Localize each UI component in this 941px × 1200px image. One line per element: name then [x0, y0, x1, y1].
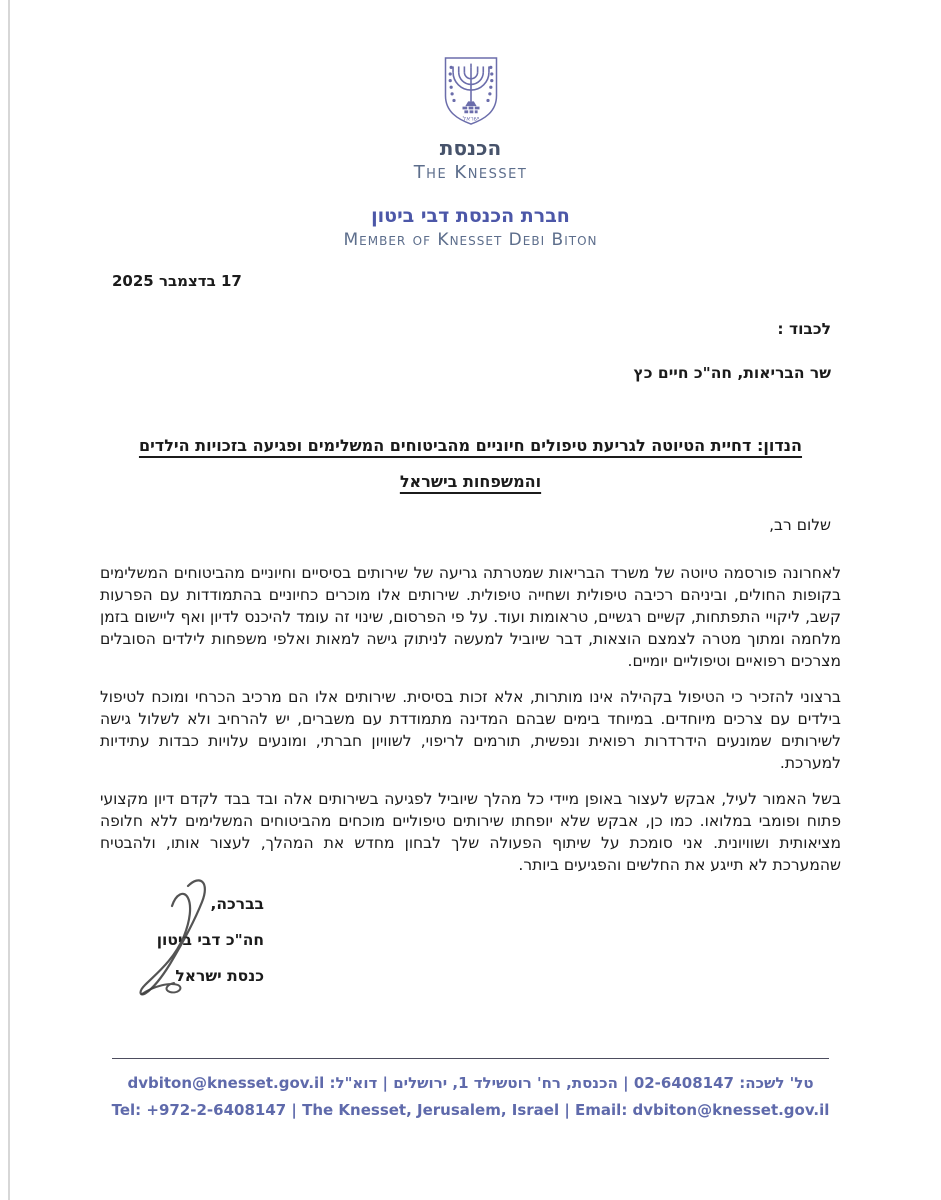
- recipient-name: שר הבריאות, חה"כ חיים כץ: [633, 364, 831, 382]
- closing-word: בברכה,: [210, 895, 264, 913]
- subject-line: [100, 428, 841, 500]
- letterhead: [0, 0, 941, 250]
- salutation: לכבוד :: [777, 320, 831, 338]
- org-title-hebrew: הכנסת: [439, 136, 502, 160]
- subject-line-1: הנדון: דחיית הטיוטה לגריעת טיפולים חיוניים מהביטוחים המשלימים ופגיעה בזכויות הילדים: [138, 436, 803, 455]
- footer-contact-english: Tel: +972-2-6408147 | The Knesset, Jerusalem, Israel | Email: dvbiton@knesset.gov.il: [111, 1101, 830, 1119]
- org-title-english: The Knesset: [413, 162, 528, 183]
- footer: [0, 1058, 941, 1119]
- letter-body: [0, 270, 941, 994]
- paragraph-2: ברצוני להזכיר כי הטיפול בקהילה אינו מותרות, אלא זכות בסיסית. שירותים אלו הם מרכיב הכרחי ומוכח לטיפול בילדים עם צרכים מיוחדים. במיוחד בימים שבהם המדינה מתמודדת עם משברים, יש להרחיב ולא לשלול גישה לשירותים שמונעים הידרדרות רפואית ונפשית, תורמים לריפוי, לשוויון חברתי, ומונעים עלויות כבדות עתידיות למערכת.: [100, 688, 841, 772]
- paragraph-3: בשל האמור לעיל, אבקש לעצור באופן מיידי כל מהלך שיוביל לפגיעה בשירותים אלה ובד בבד לקדם דיון מקצועי פתוח ופומבי במלואו. כמו כן, אבקש שלא יופחתו שירותים טיפוליים מוכחים מהביטוחים המשלימים ללא חלופה מציאותית ושוויונית. אני סומכת על שיתוף הפעולה שלך לבחון מחדש את המהלך, לעצור אותו, ולהבטיח שהמערכת לא תייגע את החלשים והפגיעים ביותר.: [100, 790, 841, 874]
- paragraph-1: לאחרונה פורסמה טיוטה של משרד הבריאות שמטרתה גריעה של שירותים בסיסיים וחיוניים מהביטוחים המשלימים בקופות החולים, וביניהם רכיבה טיפולית ושחייה טיפולית. שירותים אלו מוכרים כחיוניים בהתמודדות עם הפרעות קשב, ליקויי התפתחות, קשיים רגשיים, טראומות ועוד. על פי הפרסום, שינוי זה עומד להיכנס לדיון ואף ליישום בזמן מלחמה ומתוך מטרה לצמצם הוצאות, דבר שיוביל למעשה לניתוק גישה למאות ואלפי משפחות לילדים הסובלים מצרכים רפואיים וטיפוליים יומיים.: [100, 564, 841, 670]
- greeting: שלום רב,: [769, 516, 831, 534]
- footer-contact-hebrew: טל' לשכה: 02-6408147 | הכנסת, רח' רוטשילד 1, ירושלים | דוא"ל: dvbiton@knesset.gov.il: [127, 1074, 814, 1092]
- signature-block: [112, 886, 264, 994]
- scan-edge-line: [8, 0, 10, 1200]
- knesset-emblem-icon: [437, 54, 505, 128]
- member-name-hebrew: חברת הכנסת דבי ביטון: [371, 205, 570, 227]
- member-name-english: Member of Knesset Debi Biton: [343, 230, 598, 250]
- signer-organization: כנסת ישראל: [175, 967, 264, 985]
- signer-name: חה"כ דבי ביטון: [156, 931, 264, 949]
- subject-line-2: והמשפחות בישראל: [399, 472, 542, 491]
- emblem-israel-label: ישראל: [462, 115, 479, 123]
- footer-divider: [112, 1058, 829, 1059]
- letter-date: 17 בדצמבר 2025: [112, 272, 242, 290]
